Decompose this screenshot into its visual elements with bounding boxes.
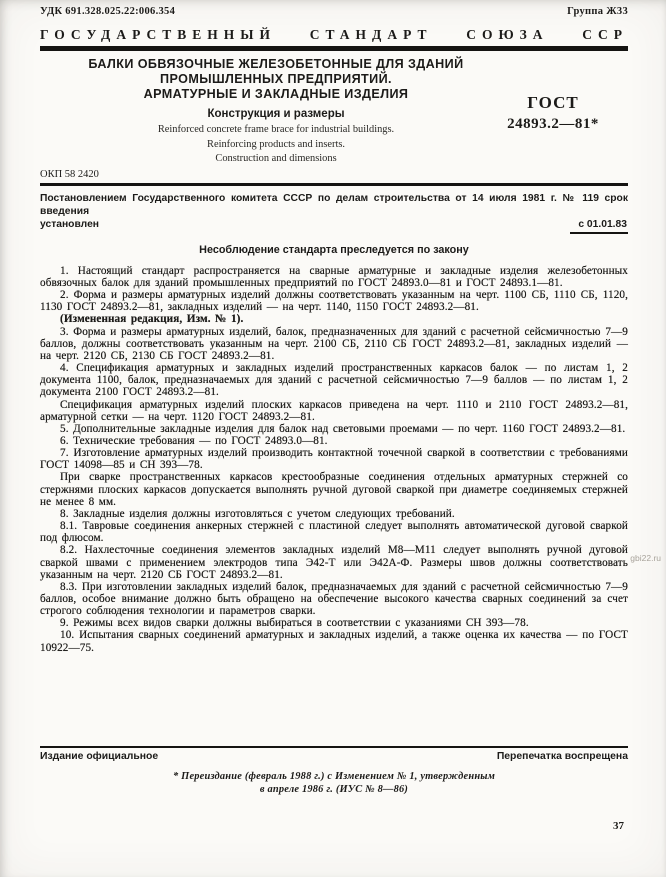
gost-label: ГОСТ: [527, 93, 579, 112]
document-title-line: БАЛКИ ОБВЯЗОЧНЫЕ ЖЕЛЕЗОБЕТОННЫЕ ДЛЯ ЗДАНИЙ: [88, 57, 464, 71]
title-block: [40, 57, 628, 165]
law-notice: Несоблюдение стандарта преследуется по закону: [199, 243, 469, 256]
state-standard-heading: [40, 27, 628, 43]
heading-word: СОЮЗА: [466, 27, 549, 42]
paragraph: 8.3. При изготовлении закладных изделий балок, предназначаемых для зданий с расчетной сейсмичностью 7—9 баллов, особое внимание должно быть обращено на обеспечение высокого качества сварных соединений за счет строгого соблюдения технологии и параметров сварки.: [40, 580, 628, 618]
okp-code: ОКП 58 2420: [40, 168, 99, 180]
paragraph: При сварке пространственных каркасов крестообразные соединения отдельных арматурных стержней со стержнями плоских каркасов допускается выполнять ручной дуговой сваркой при диаметре соединяемых стержней не менее 8 мм.: [40, 471, 628, 508]
heading-word: СТАНДАРТ: [309, 27, 433, 42]
decree-line2: [40, 218, 628, 234]
title-english-line: Construction and dimensions: [215, 153, 337, 165]
gost-number: 24893.2—81*: [507, 116, 599, 132]
meta-row: [40, 6, 628, 17]
document-title-line: АРМАТУРНЫЕ И ЗАКЛАДНЫЕ ИЗДЕЛИЯ: [143, 87, 409, 101]
paragraph: 5. Дополнительные закладные изделия для балок над световыми проемами — по черт. 1160 ГОСТ 24893.2—81.: [60, 422, 626, 435]
heading-word: ССР: [582, 27, 628, 42]
footnote-line: в апреле 1986 г. (ИУС № 8—86): [259, 784, 409, 795]
paragraph: Спецификация арматурных изделий плоских каркасов приведена на черт. 1110 и 2110 ГОСТ 24893.2—81, арматурной сетки — на черт. 1120 ГОСТ 24893.2—81.: [40, 398, 628, 423]
paragraph: 8. Закладные изделия должны изготовляться с учетом следующих требований.: [60, 507, 455, 520]
heading-rule: [40, 46, 628, 51]
paragraph: 7. Изготовление арматурных изделий производить контактной точечной сваркой в соответствии с требованиями ГОСТ 14098—85 и СН 393—78.: [40, 447, 628, 472]
body-paragraphs: [40, 265, 628, 654]
title-english-line: Reinforcing products and inserts.: [207, 138, 345, 150]
okp-rule: [40, 183, 628, 186]
heading-word: ГОСУДАРСТВЕННЫЙ: [40, 27, 277, 42]
document-title-line: ПРОМЫШЛЕННЫХ ПРЕДПРИЯТИЙ.: [160, 72, 392, 86]
title-english-line: Reinforced concrete frame brace for industrial buildings.: [157, 124, 395, 135]
decree-line2-left: установлен: [40, 218, 100, 230]
standard-designation: [478, 57, 628, 165]
udc-code: УДК 691.328.025.22:006.354: [40, 6, 176, 17]
decree-line1: Постановлением Государственного комитета СССР по делам строительства от 14 июля 1981 г. № 119 срок введения: [40, 192, 628, 217]
reprint-prohibited-label: Перепечатка воспрещена: [496, 751, 628, 762]
paragraph: 3. Форма и размеры арматурных изделий, балок, предназначенных для зданий с расчетной сейсмичностью 7—9 баллов, должны соответствовать указанным на черт. 2100 СБ, 2110 СБ ГОСТ 24893.2—81, закладных изделий — на черт. 2120 СБ, 2130 СБ ГОСТ 24893.2—81.: [40, 325, 628, 362]
official-edition-label: Издание официальное: [40, 751, 159, 762]
paragraph: 8.2. Нахлесточные соединения элементов закладных изделий М8—М11 следует выполнять ручной дуговой сваркой швами с применением электродов типа Э42-Т или Э42А-Ф. Размеры швов должны соответствовать указанным на черт. 2120 СБ ГОСТ 24893.2—81.: [40, 544, 628, 581]
group-code: Группа Ж33: [567, 6, 628, 17]
paragraph: 10. Испытания сварных соединений арматурных и закладных изделий, а также оценка их качества — по ГОСТ 10922—75.: [40, 629, 628, 654]
site-watermark: gbi22.ru: [630, 553, 661, 563]
paragraph: 8.1. Тавровые соединения анкерных стержней с пластиной следует выполнять автоматической дуговой сваркой под флюсом.: [40, 520, 628, 545]
page-number: 37: [613, 820, 624, 832]
footer-row: [40, 751, 628, 762]
page-content: [40, 6, 628, 654]
footer-rule: [40, 746, 628, 748]
paragraph: 9. Режимы всех видов сварки должны выбираться в соответствии с указаниями СН 393—78.: [60, 617, 529, 630]
decree-block: [40, 192, 628, 234]
title-left-column: [40, 57, 478, 165]
document-subtitle: Конструкция и размеры: [207, 108, 345, 120]
paragraph: 2. Форма и размеры арматурных изделий должны соответствовать указанным на черт. 1100 СБ, 1110 СБ, 1120, 1130 ГОСТ 24893.2—81, закладных изделий — на черт. 1140, 1150 ГОСТ 24893.2—81.: [40, 289, 628, 314]
paragraph: 6. Технические требования — по ГОСТ 24893.0—81.: [60, 434, 328, 447]
footnote-line: * Переиздание (февраль 1988 г.) с Изменением № 1, утвержденным: [172, 771, 496, 782]
paragraph: (Измененная редакция, Изм. № 1).: [60, 313, 244, 326]
paragraph: 4. Спецификация арматурных и закладных изделий пространственных каркасов балок — по листам 1, 2 документа 1100, балок, предназначаемых для зданий с расчетной сейсмичностью 7—9 баллов — по листам 1, 2 документа 2100 ГОСТ 24893.2—81.: [40, 362, 628, 399]
reissue-footnote: [40, 770, 628, 796]
effective-date: с 01.01.83: [570, 218, 628, 234]
paragraph: 1. Настоящий стандарт распространяется на сварные арматурные и закладные изделия железобетонных обвязочных балок для зданий промышленных предприятий по ГОСТ 24893.0—81 и ГОСТ 24893.1—81.: [40, 264, 628, 289]
